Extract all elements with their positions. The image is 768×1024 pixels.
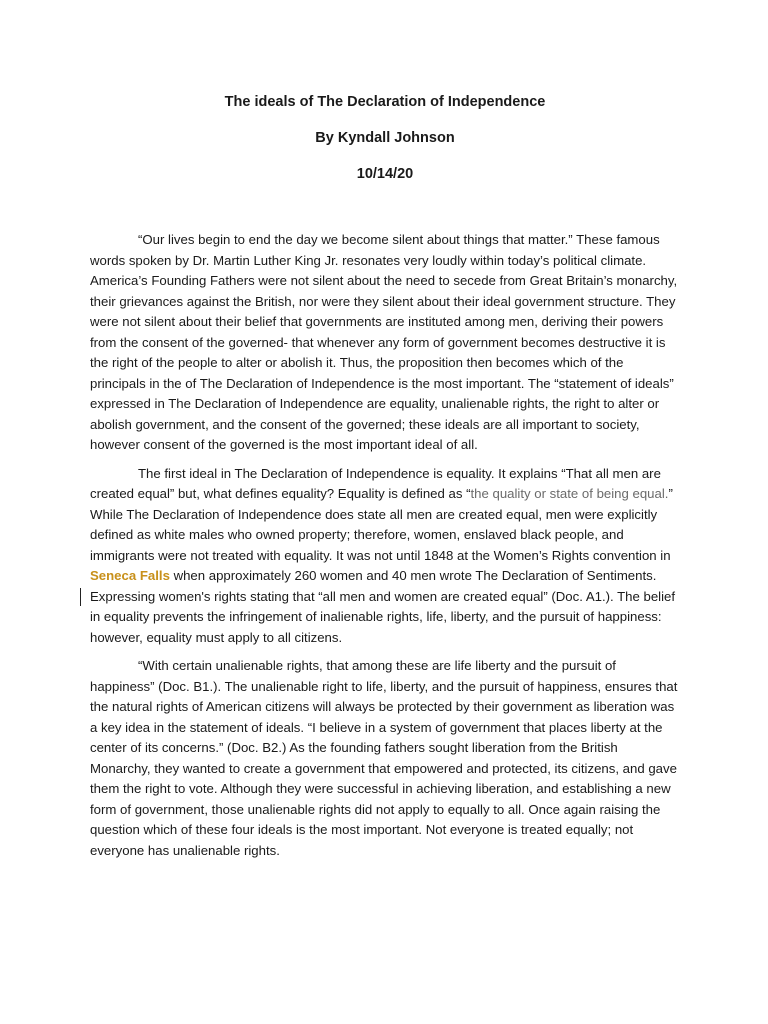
paragraph-2-text-3: when approximately 260 women and 40 men wrote The Declaration of Sentiments. Expressing women's rights stating that “all men and women are created equal” (Doc. A1.). The belief in equality prevents the infringement of inalienable rights, life, liberty, and the pursuit of happiness: however, equality must apply to all citizens.: [90, 568, 676, 645]
paragraph-2: [90, 464, 680, 649]
paragraph-2-text-1: The first ideal in The Declaration of Independence is equality. It explains “That all men are created equal” but, what defines equality? Equality is defined as “: [90, 465, 661, 501]
paragraph-2-text-2: ” While The Declaration of Independence does state all men are created equal, men were explicitly defined as white males who owned property; therefore, women, enslaved black people, and immigrants were not treated with equality. It was not until 1848 at the Women’s Rights convention in: [90, 486, 673, 563]
definition-quote: the quality or state of being equal.: [470, 486, 669, 501]
paragraph-1: “Our lives begin to end the day we become silent about things that matter.” These famous words spoken by Dr. Martin Luther King Jr. resonates very loudly within today’s political climate. America’s Founding Fathers were not silent about the need to secede from Great Britain’s monarchy, their grievances against the British, nor were they silent about their ideal government structure. They were not silent about their belief that governments are instituted among men, deriving their powers from the consent of the governed- that whenever any form of government becomes destructive it is the right of the people to alter or abolish it. Thus, the proposition then becomes which of the principals in the of The Declaration of Independence is the most important. The “statement of ideals” expressed in The Declaration of Independence are equality, unalienable rights, the right to alter or abolish government, and the consent of the governed; these ideals are all important to society, however consent of the governed is the most important ideal of all.: [90, 232, 678, 452]
document-body: [90, 230, 680, 861]
seneca-falls-highlight[interactable]: Seneca Falls: [90, 568, 170, 583]
document-title: The ideals of The Declaration of Independence: [224, 94, 546, 110]
document-author: By Kyndall Johnson: [315, 130, 455, 146]
document-date: 10/14/20: [356, 166, 414, 182]
text-cursor: [80, 588, 81, 606]
paragraph-3: “With certain unalienable rights, that among these are life liberty and the pursuit of happiness” (Doc. B1.). The unalienable right to life, liberty, and the pursuit of happiness, ensures that the natural rights of American citizens will always be protected by their government as liberation was a key idea in the statement of ideals. “I believe in a system of government that places liberty at the center of its concerns.” (Doc. B2.) As the founding fathers sought liberation from the British Monarchy, they wanted to create a government that empowered and protected, its citizens, and gave them the right to vote. Although they were successful in achieving liberation, and establishing a new form of government, those unalienable rights did not apply to equally to all. Once again raising the question which of these four ideals is the most important. Not everyone is treated equally; not everyone has unalienable rights.: [90, 658, 678, 858]
document-header: [90, 94, 680, 182]
